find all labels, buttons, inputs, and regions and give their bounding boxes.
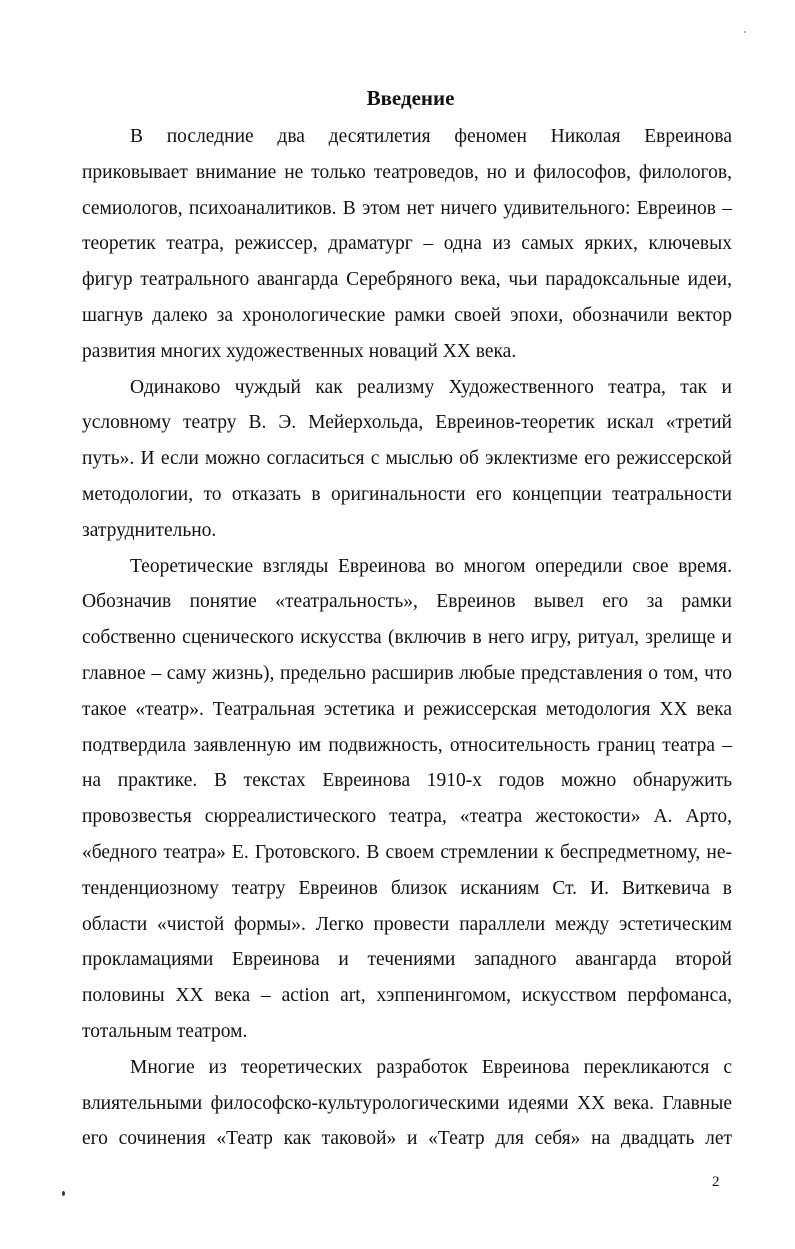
scan-speck: [744, 31, 746, 33]
text-line: приковывает внимание не только театроведов, но и философов, филологов,: [82, 161, 732, 183]
text-line: собственно сценического искусства (включив в него игру, ритуал, зрелище и: [82, 627, 732, 649]
text-line: теоретик театра, режиссер, драматург – одна из самых ярких, ключевых: [82, 233, 732, 255]
text-line: шагнув далеко за хронологические рамки своей эпохи, обозначили вектор: [82, 304, 732, 326]
paragraph: [82, 1050, 732, 1157]
document-body: [82, 119, 732, 1157]
text-line: Одинаково чуждый как реализму Художественного театра, так и: [130, 376, 732, 398]
text-line: его сочинения «Театр как таковой» и «Театр для себя» на двадцать лет: [82, 1128, 732, 1150]
text-line: подтвердила заявленную им подвижность, относительность границ театра –: [82, 734, 732, 756]
text-line: области «чистой формы». Легко провести параллели между эстетическим: [82, 913, 732, 935]
section-title: Введение: [366, 86, 455, 110]
text-line: влиятельными философско-культурологическими идеями XX века. Главные: [82, 1092, 732, 1114]
text-line: на практике. В текстах Евреинова 1910-х годов можно обнаружить: [82, 770, 732, 792]
text-line: фигур театрального авангарда Серебряного века, чьи парадоксальные идеи,: [82, 269, 732, 291]
text-line: «бедного театра» Е. Гротовского. В своем стремлении к беспредметному, не-: [82, 841, 732, 863]
paragraph: [82, 370, 732, 549]
text-line: методологии, то отказать в оригинальности его концепции театральности: [82, 483, 732, 505]
text-line: семиологов, психоаналитиков. В этом нет ничего удивительного: Евреинов –: [82, 197, 732, 219]
text-line: такое «театр». Театральная эстетика и режиссерская методология XX века: [82, 698, 732, 720]
text-line: прокламациями Евреинова и течениями западного авангарда второй: [82, 949, 732, 971]
text-line: затруднительно.: [82, 519, 217, 541]
scan-speck: [62, 1191, 65, 1196]
text-line: условному театру В. Э. Мейерхольда, Евреинов-теоретик искал «третий: [82, 412, 732, 434]
paragraph: [82, 119, 732, 370]
text-line: Многие из теоретических разработок Евреинова перекликаются с: [130, 1056, 732, 1078]
text-line: развития многих художественных новаций XX века.: [82, 340, 517, 362]
paragraph: [82, 549, 732, 1050]
page-number: 2: [712, 1174, 720, 1190]
text-line: В последние два десятилетия феномен Николая Евреинова: [130, 126, 732, 147]
text-line: путь». И если можно согласиться с мыслью об эклектизме его режиссерской: [82, 448, 732, 470]
text-line: половины XX века – action art, хэппенингомом, искусством перфоманса,: [82, 985, 732, 1007]
text-line: Теоретические взгляды Евреинова во многом опередили свое время.: [130, 555, 732, 577]
text-line: Обозначив понятие «театральность», Евреинов вывел его за рамки: [82, 591, 732, 613]
text-line: провозвестья сюрреалистического театра, «театра жестокости» А. Арто,: [82, 806, 732, 828]
text-line: тотальным театром.: [82, 1020, 248, 1042]
text-line: главное – саму жизнь), предельно расширив любые представления о том, что: [82, 662, 732, 684]
text-line: тенденциозному театру Евреинов близок исканиям Ст. И. Виткевича в: [82, 877, 732, 899]
